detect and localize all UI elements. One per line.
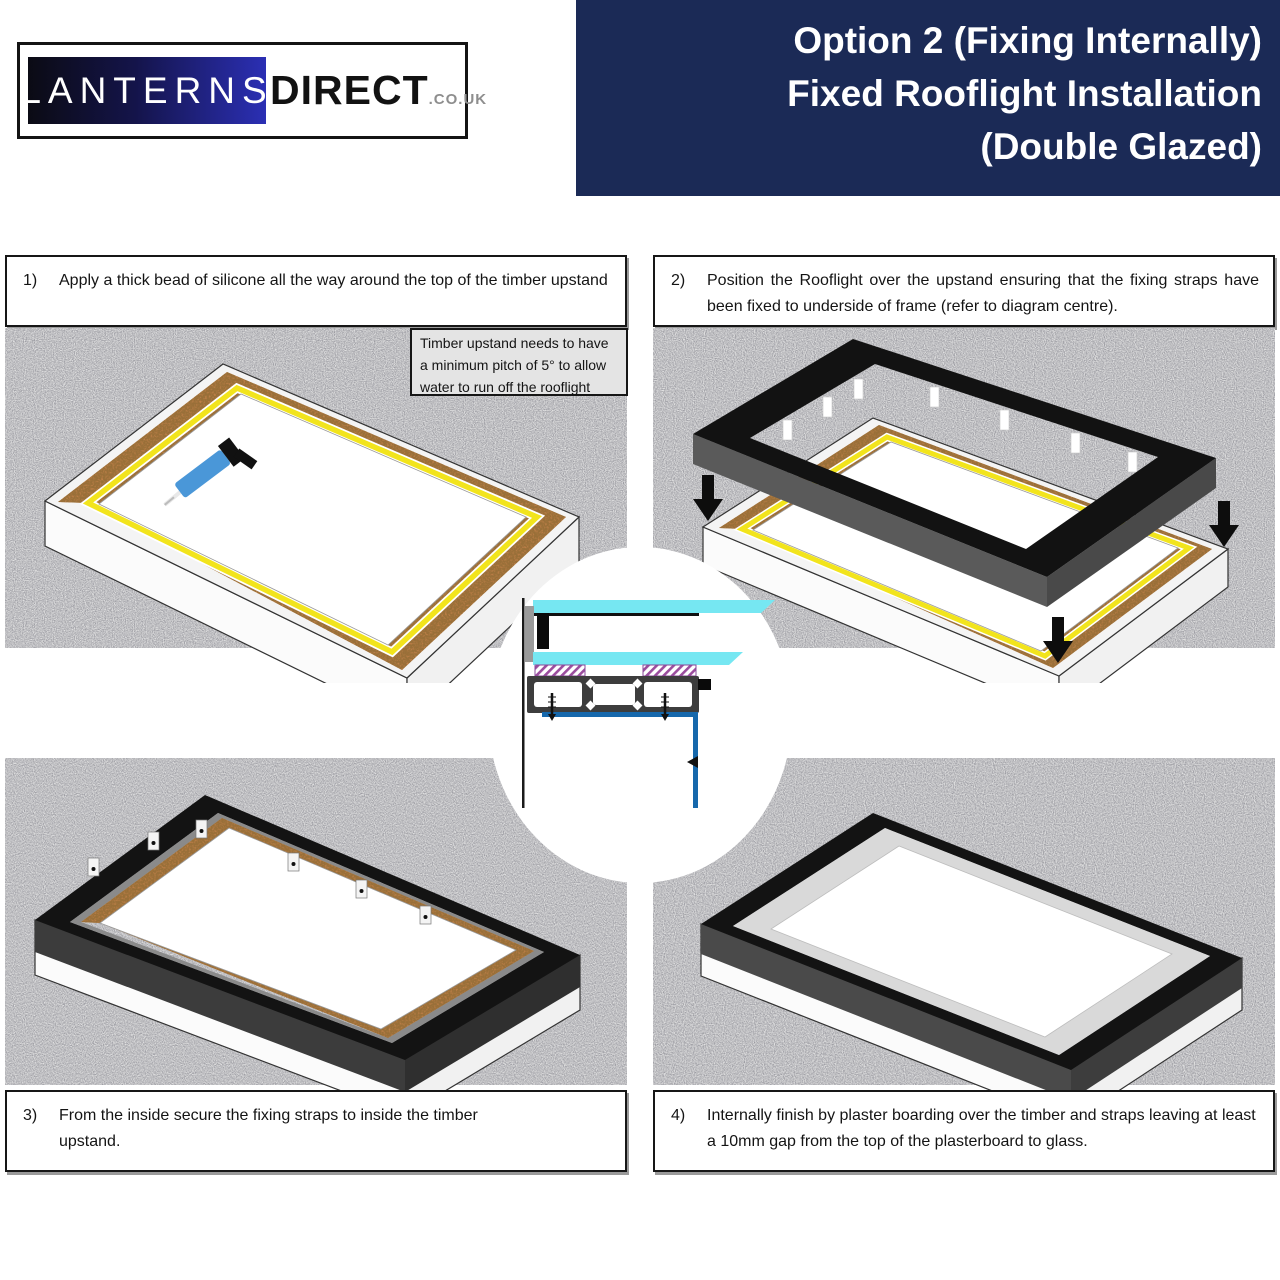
pitch-note-text: Timber upstand needs to have a minimum pitch of 5° to allow water to run off the rooflight (420, 335, 609, 395)
step-3-number: 3) (23, 1107, 38, 1124)
title-line-2: Fixed Rooflight Installation (787, 73, 1262, 114)
step-1-number: 1) (23, 272, 38, 289)
page-title (576, 0, 1280, 196)
frame-cross-section-detail (472, 543, 808, 887)
logo-gradient-panel (20, 57, 274, 124)
step-1-caption (5, 255, 627, 327)
logo-text-direct: DIRECT (270, 67, 429, 113)
step-2-number: 2) (671, 272, 686, 289)
lanterns-direct-logo (17, 42, 488, 139)
pitch-note (410, 328, 628, 396)
step-1-text: Apply a thick bead of silicone all the way around the top of the timber upstand (59, 272, 608, 289)
title-line-1: Option 2 (Fixing Internally) (793, 20, 1262, 61)
title-line-3: (Double Glazed) (980, 126, 1262, 167)
logo-text-lanterns: LANTERNS (20, 70, 274, 111)
step-4-text: Internally finish by plaster boarding over the timber and straps leaving at least a 10mm gap from the top of the plasterboard to glass. (707, 1107, 1256, 1150)
logo-text-tld: .CO.UK (428, 91, 488, 108)
step-4-number: 4) (671, 1107, 686, 1124)
step-3-caption (5, 1090, 627, 1172)
step-4-caption (653, 1090, 1275, 1172)
step-2-caption (653, 255, 1275, 327)
step-2-text: Position the Rooflight over the upstand ensuring that the fixing straps have been fixed to underside of frame (refer to diagram centre). (707, 272, 1259, 315)
step-3-text: From the inside secure the fixing straps to inside the timber upstand. (59, 1107, 478, 1150)
